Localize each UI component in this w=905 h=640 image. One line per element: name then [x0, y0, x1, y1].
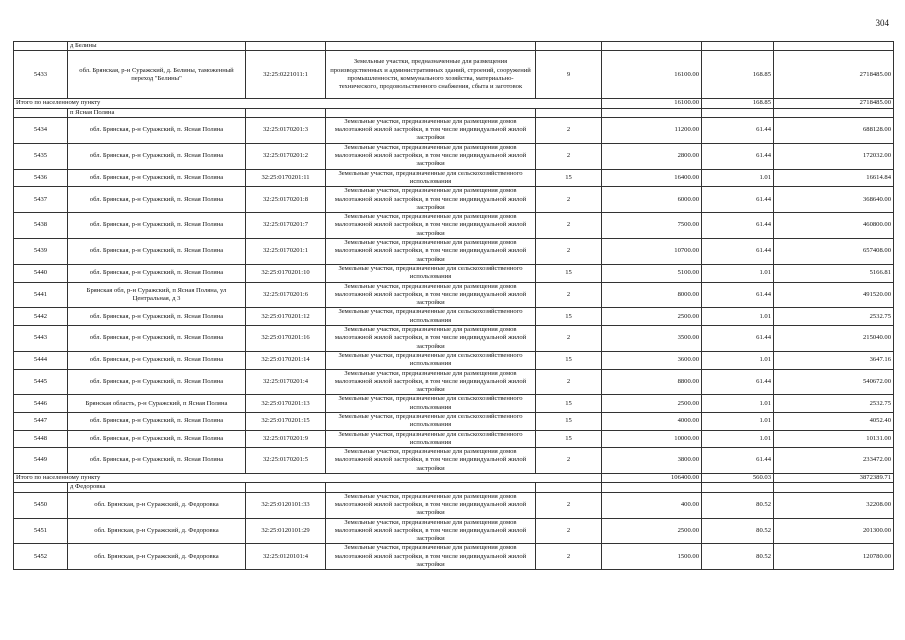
total-area: 106400.00 [602, 474, 702, 483]
cadastral-value: 688128.00 [774, 117, 894, 143]
cadastral-number: 32:25:0170201:7 [246, 213, 326, 239]
row-number-cell [14, 108, 68, 117]
rate: 1.01 [702, 308, 774, 326]
area: 11200.00 [602, 117, 702, 143]
address: обл. Брянская, р-н Суражский, д. Федоровка [68, 492, 246, 518]
row-number: 5436 [14, 169, 68, 187]
address: обл. Брянская, р-н Суражский, п. Ясная Поляна [68, 412, 246, 430]
land-use: Земельные участки, предназначенные для размещения домов малоэтажной жилой застройки, в том числе индивидуальной жилой застройки [326, 187, 536, 213]
use-code: 15 [536, 264, 602, 282]
cadastral-value: 10131.00 [774, 430, 894, 448]
area: 3800.00 [602, 448, 702, 474]
empty-cell [536, 483, 602, 492]
area: 1500.00 [602, 544, 702, 570]
use-code: 15 [536, 169, 602, 187]
rate: 1.01 [702, 395, 774, 413]
use-code: 2 [536, 369, 602, 395]
row-number: 5445 [14, 369, 68, 395]
rate: 61.44 [702, 282, 774, 308]
land-use: Земельные участки, предназначенные для сельскохозяйственного использования [326, 308, 536, 326]
rate: 61.44 [702, 326, 774, 352]
table-row [14, 395, 894, 413]
cadastral-number: 32:25:0170201:6 [246, 282, 326, 308]
land-use: Земельные участки, предназначенные для размещения домов малоэтажной жилой застройки, в том числе индивидуальной жилой застройки [326, 282, 536, 308]
row-number: 5443 [14, 326, 68, 352]
land-use: Земельные участки, предназначенные для размещения домов малоэтажной жилой застройки, в том числе индивидуальной жилой застройки [326, 518, 536, 544]
rate: 1.01 [702, 264, 774, 282]
locality-row [14, 42, 894, 51]
land-use: Земельные участки, предназначенные для сельскохозяйственного использования [326, 395, 536, 413]
row-number: 5434 [14, 117, 68, 143]
locality-name: д Белины [68, 42, 246, 51]
rate: 61.44 [702, 143, 774, 169]
cadastral-value: 16614.84 [774, 169, 894, 187]
table-row [14, 412, 894, 430]
row-number-cell [14, 42, 68, 51]
area: 6000.00 [602, 187, 702, 213]
land-use: Земельные участки, предназначенные для размещения домов малоэтажной жилой застройки, в том числе индивидуальной жилой застройки [326, 213, 536, 239]
rate: 61.44 [702, 117, 774, 143]
cadastral-value: 491520.00 [774, 282, 894, 308]
table-row [14, 492, 894, 518]
row-number: 5447 [14, 412, 68, 430]
use-code: 15 [536, 395, 602, 413]
cadastral-value: 32208.00 [774, 492, 894, 518]
address: обл. Брянская, р-н Суражский, п. Ясная Поляна [68, 430, 246, 448]
land-use: Земельные участки, предназначенные для сельскохозяйственного использования [326, 430, 536, 448]
table-row [14, 326, 894, 352]
cadastral-number: 32:25:0170201:14 [246, 351, 326, 369]
area: 8000.00 [602, 282, 702, 308]
rate: 1.01 [702, 169, 774, 187]
table-row [14, 369, 894, 395]
address: обл. Брянская, р-н Суражский, п. Ясная Поляна [68, 369, 246, 395]
land-use: Земельные участки, предназначенные для сельскохозяйственного использования [326, 412, 536, 430]
row-number: 5446 [14, 395, 68, 413]
empty-cell [702, 42, 774, 51]
use-code: 2 [536, 282, 602, 308]
rate: 61.44 [702, 187, 774, 213]
cadastral-number: 32:25:0170201:13 [246, 395, 326, 413]
row-number: 5440 [14, 264, 68, 282]
rate: 80.52 [702, 492, 774, 518]
table-row [14, 239, 894, 265]
cadastral-number: 32:25:0120101:33 [246, 492, 326, 518]
total-rate: 168.85 [702, 99, 774, 108]
row-number: 5448 [14, 430, 68, 448]
row-number: 5438 [14, 213, 68, 239]
address: обл. Брянская, р-н Суражский, п. Ясная Поляна [68, 169, 246, 187]
address: обл. Брянская, р-н Суражский, п. Ясная Поляна [68, 117, 246, 143]
total-row [14, 474, 894, 483]
rate: 80.52 [702, 544, 774, 570]
cadastral-value: 2532.75 [774, 395, 894, 413]
cadastral-value: 201300.00 [774, 518, 894, 544]
land-use: Земельные участки, предназначенные для размещения домов малоэтажной жилой застройки, в том числе индивидуальной жилой застройки [326, 369, 536, 395]
area: 2500.00 [602, 395, 702, 413]
area: 2800.00 [602, 143, 702, 169]
use-code: 15 [536, 308, 602, 326]
cadastral-number: 32:25:0170201:2 [246, 143, 326, 169]
cadastral-value: 120780.00 [774, 544, 894, 570]
row-number: 5442 [14, 308, 68, 326]
area: 10700.00 [602, 239, 702, 265]
table-row [14, 264, 894, 282]
cadastral-number: 32:25:0120101:29 [246, 518, 326, 544]
row-number: 5449 [14, 448, 68, 474]
rate: 61.44 [702, 213, 774, 239]
land-use: Земельные участки, предназначенные для размещения домов малоэтажной жилой застройки, в том числе индивидуальной жилой застройки [326, 326, 536, 352]
table-row [14, 430, 894, 448]
address: обл. Брянская, р-н Суражский, п. Ясная Поляна [68, 448, 246, 474]
total-area: 16100.00 [602, 99, 702, 108]
empty-cell [246, 42, 326, 51]
total-value: 2718485.00 [774, 99, 894, 108]
address: обл. Брянская, р-н Суражский, п. Ясная Поляна [68, 239, 246, 265]
rate: 80.52 [702, 518, 774, 544]
land-use: Земельные участки, предназначенные для сельскохозяйственного использования [326, 264, 536, 282]
area: 400.00 [602, 492, 702, 518]
cadastral-value: 460800.00 [774, 213, 894, 239]
use-code: 2 [536, 518, 602, 544]
cadastral-number: 32:25:0170201:15 [246, 412, 326, 430]
cadastral-value: 172032.00 [774, 143, 894, 169]
cadastral-value: 540672.00 [774, 369, 894, 395]
land-use: Земельные участки, предназначенные для сельскохозяйственного использования [326, 169, 536, 187]
registry-body [14, 42, 894, 570]
table-row [14, 117, 894, 143]
rate: 168.85 [702, 51, 774, 99]
total-row [14, 99, 894, 108]
table-row [14, 518, 894, 544]
use-code: 15 [536, 412, 602, 430]
empty-cell [326, 483, 536, 492]
use-code: 2 [536, 213, 602, 239]
use-code: 9 [536, 51, 602, 99]
row-number: 5437 [14, 187, 68, 213]
rate: 61.44 [702, 448, 774, 474]
land-use: Земельные участки, предназначенные для размещения производственных и административных зданий, строений, сооружений промышленности, коммунального хозяйства, материально-технического, продовольственного снабжения, сбыта и заготовок [326, 51, 536, 99]
table-row [14, 308, 894, 326]
address: обл. Брянская, р-н Суражский, п. Ясная Поляна [68, 351, 246, 369]
land-use: Земельные участки, предназначенные для размещения домов малоэтажной жилой застройки, в том числе индивидуальной жилой застройки [326, 117, 536, 143]
empty-cell [774, 108, 894, 117]
cadastral-number: 32:25:0170201:11 [246, 169, 326, 187]
land-use: Земельные участки, предназначенные для размещения домов малоэтажной жилой застройки, в том числе индивидуальной жилой застройки [326, 544, 536, 570]
address: обл. Брянская, р-н Суражский, д. Белины, таможенный переход "Белины" [68, 51, 246, 99]
land-use: Земельные участки, предназначенные для размещения домов малоэтажной жилой застройки, в том числе индивидуальной жилой застройки [326, 492, 536, 518]
empty-cell [246, 108, 326, 117]
row-number: 5450 [14, 492, 68, 518]
empty-cell [536, 108, 602, 117]
row-number: 5452 [14, 544, 68, 570]
cadastral-value: 657408.00 [774, 239, 894, 265]
use-code: 2 [536, 187, 602, 213]
land-use: Земельные участки, предназначенные для размещения домов малоэтажной жилой застройки, в том числе индивидуальной жилой застройки [326, 239, 536, 265]
rate: 1.01 [702, 430, 774, 448]
area: 4000.00 [602, 412, 702, 430]
cadastral-value: 368640.00 [774, 187, 894, 213]
area: 5100.00 [602, 264, 702, 282]
cadastral-value: 5166.81 [774, 264, 894, 282]
rate: 61.44 [702, 239, 774, 265]
cadastral-value: 4052.40 [774, 412, 894, 430]
cadastral-number: 32:25:0170201:8 [246, 187, 326, 213]
area: 16400.00 [602, 169, 702, 187]
total-rate: 560.03 [702, 474, 774, 483]
row-number: 5433 [14, 51, 68, 99]
table-row [14, 51, 894, 99]
area: 10000.00 [602, 430, 702, 448]
table-row [14, 351, 894, 369]
table-row [14, 213, 894, 239]
address: обл. Брянская, р-н Суражский, п. Ясная Поляна [68, 187, 246, 213]
row-number: 5439 [14, 239, 68, 265]
table-row [14, 169, 894, 187]
rate: 61.44 [702, 369, 774, 395]
row-number-cell [14, 483, 68, 492]
row-number: 5435 [14, 143, 68, 169]
cadastral-number: 32:25:0170201:9 [246, 430, 326, 448]
area: 2500.00 [602, 308, 702, 326]
area: 7500.00 [602, 213, 702, 239]
rate: 1.01 [702, 351, 774, 369]
empty-cell [602, 42, 702, 51]
locality-name: д Федоровка [68, 483, 246, 492]
rate: 1.01 [702, 412, 774, 430]
cadastral-value: 233472.00 [774, 448, 894, 474]
empty-cell [602, 108, 702, 117]
use-code: 2 [536, 117, 602, 143]
empty-cell [536, 42, 602, 51]
address: обл. Брянская, р-н Суражский, д. Федоровка [68, 518, 246, 544]
area: 2500.00 [602, 518, 702, 544]
empty-cell [602, 483, 702, 492]
land-use: Земельные участки, предназначенные для сельскохозяйственного использования [326, 351, 536, 369]
empty-cell [774, 42, 894, 51]
row-number: 5451 [14, 518, 68, 544]
cadastral-value: 2718485.00 [774, 51, 894, 99]
locality-row [14, 483, 894, 492]
land-registry-table [13, 41, 894, 570]
total-label: Итого по населенному пункту [14, 99, 602, 108]
use-code: 2 [536, 326, 602, 352]
address: обл. Брянская, р-н Суражский, п. Ясная Поляна [68, 264, 246, 282]
locality-name: п Ясная Поляна [68, 108, 246, 117]
empty-cell [774, 483, 894, 492]
use-code: 15 [536, 351, 602, 369]
area: 3500.00 [602, 326, 702, 352]
row-number: 5441 [14, 282, 68, 308]
cadastral-number: 32:25:0170201:4 [246, 369, 326, 395]
address: обл. Брянская, р-н Суражский, п. Ясная Поляна [68, 213, 246, 239]
table-row [14, 143, 894, 169]
cadastral-number: 32:25:0170201:12 [246, 308, 326, 326]
use-code: 2 [536, 448, 602, 474]
address: Брянская область, р-н Суражский, п Ясная Поляна [68, 395, 246, 413]
address: Брянская обл, р-н Суражский, п Ясная Поляна, ул Центральная, д 3 [68, 282, 246, 308]
address: обл. Брянская, р-н Суражский, п. Ясная Поляна [68, 143, 246, 169]
use-code: 2 [536, 544, 602, 570]
area: 3600.00 [602, 351, 702, 369]
cadastral-number: 32:25:0170201:16 [246, 326, 326, 352]
page-number: 304 [875, 18, 889, 28]
area: 8800.00 [602, 369, 702, 395]
use-code: 15 [536, 430, 602, 448]
cadastral-number: 32:25:0170201:5 [246, 448, 326, 474]
row-number: 5444 [14, 351, 68, 369]
table-row [14, 282, 894, 308]
use-code: 2 [536, 239, 602, 265]
address: обл. Брянская, р-н Суражский, д. Федоровка [68, 544, 246, 570]
total-label: Итого по населенному пункту [14, 474, 602, 483]
empty-cell [702, 108, 774, 117]
locality-row [14, 108, 894, 117]
cadastral-value: 3647.16 [774, 351, 894, 369]
empty-cell [702, 483, 774, 492]
total-value: 3872389.71 [774, 474, 894, 483]
cadastral-number: 32:25:0170201:10 [246, 264, 326, 282]
cadastral-value: 215040.00 [774, 326, 894, 352]
address: обл. Брянская, р-н Суражский, п. Ясная Поляна [68, 308, 246, 326]
cadastral-number: 32:25:0170201:3 [246, 117, 326, 143]
cadastral-number: 32:25:0221011:1 [246, 51, 326, 99]
cadastral-value: 2532.75 [774, 308, 894, 326]
land-use: Земельные участки, предназначенные для размещения домов малоэтажной жилой застройки, в том числе индивидуальной жилой застройки [326, 143, 536, 169]
area: 16100.00 [602, 51, 702, 99]
empty-cell [326, 42, 536, 51]
use-code: 2 [536, 492, 602, 518]
empty-cell [326, 108, 536, 117]
cadastral-number: 32:25:0170201:1 [246, 239, 326, 265]
empty-cell [246, 483, 326, 492]
table-row [14, 448, 894, 474]
cadastral-number: 32:25:0120101:4 [246, 544, 326, 570]
use-code: 2 [536, 143, 602, 169]
table-row [14, 187, 894, 213]
address: обл. Брянская, р-н Суражский, п. Ясная Поляна [68, 326, 246, 352]
land-use: Земельные участки, предназначенные для размещения домов малоэтажной жилой застройки, в том числе индивидуальной жилой застройки [326, 448, 536, 474]
table-row [14, 544, 894, 570]
